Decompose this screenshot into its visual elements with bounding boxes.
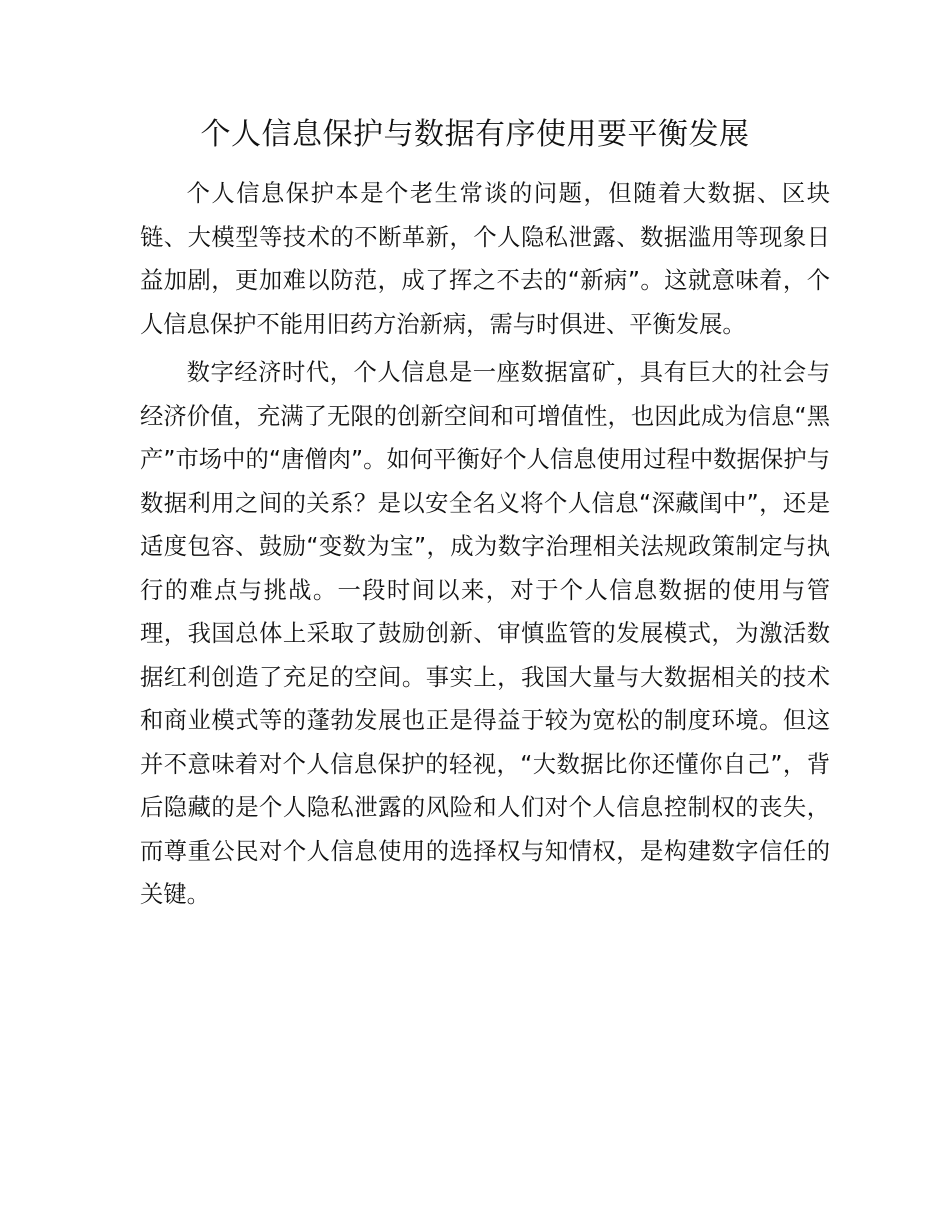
paragraph-2: 数字经济时代，个人信息是一座数据富矿，具有巨大的社会与经济价值，充满了无限的创新空间和可增值性，也因此成为信息“黑产”市场中的“唐僧肉”。如何平衡好个人信息使用过程中数据保护与数据利用之间的关系？是以安全名义将个人信息“深藏闺中”，还是适度包容、鼓励“变数为宝”，成为数字治理相关法规政策制定与执行的难点与挑战。一段时间以来，对于个人信息数据的使用与管理，我国总体上采取了鼓励创新、审慎监管的发展模式，为激活数据红利创造了充足的空间。事实上，我国大量与大数据相关的技术和商业模式等的蓬勃发展也正是得益于较为宽松的制度环境。但这并不意味着对个人信息保护的轻视，“大数据比你还懂你自己”，背后隐藏的是个人隐私泄露的风险和人们对个人信息控制权的丧失，而尊重公民对个人信息使用的选择权与知情权，是构建数字信任的关键。: [140, 359, 830, 908]
document-title: 个人信息保护与数据有序使用要平衡发展: [200, 117, 750, 152]
document-body: [140, 172, 830, 917]
paragraph-1: 个人信息保护本是个老生常谈的问题，但随着大数据、区块链、大模型等技术的不断革新，个人隐私泄露、数据滥用等现象日益加剧，更加难以防范，成了挥之不去的“新病”。这就意味着，个人信息保护不能用旧药方治新病，需与时俱进、平衡发展。: [140, 180, 830, 338]
